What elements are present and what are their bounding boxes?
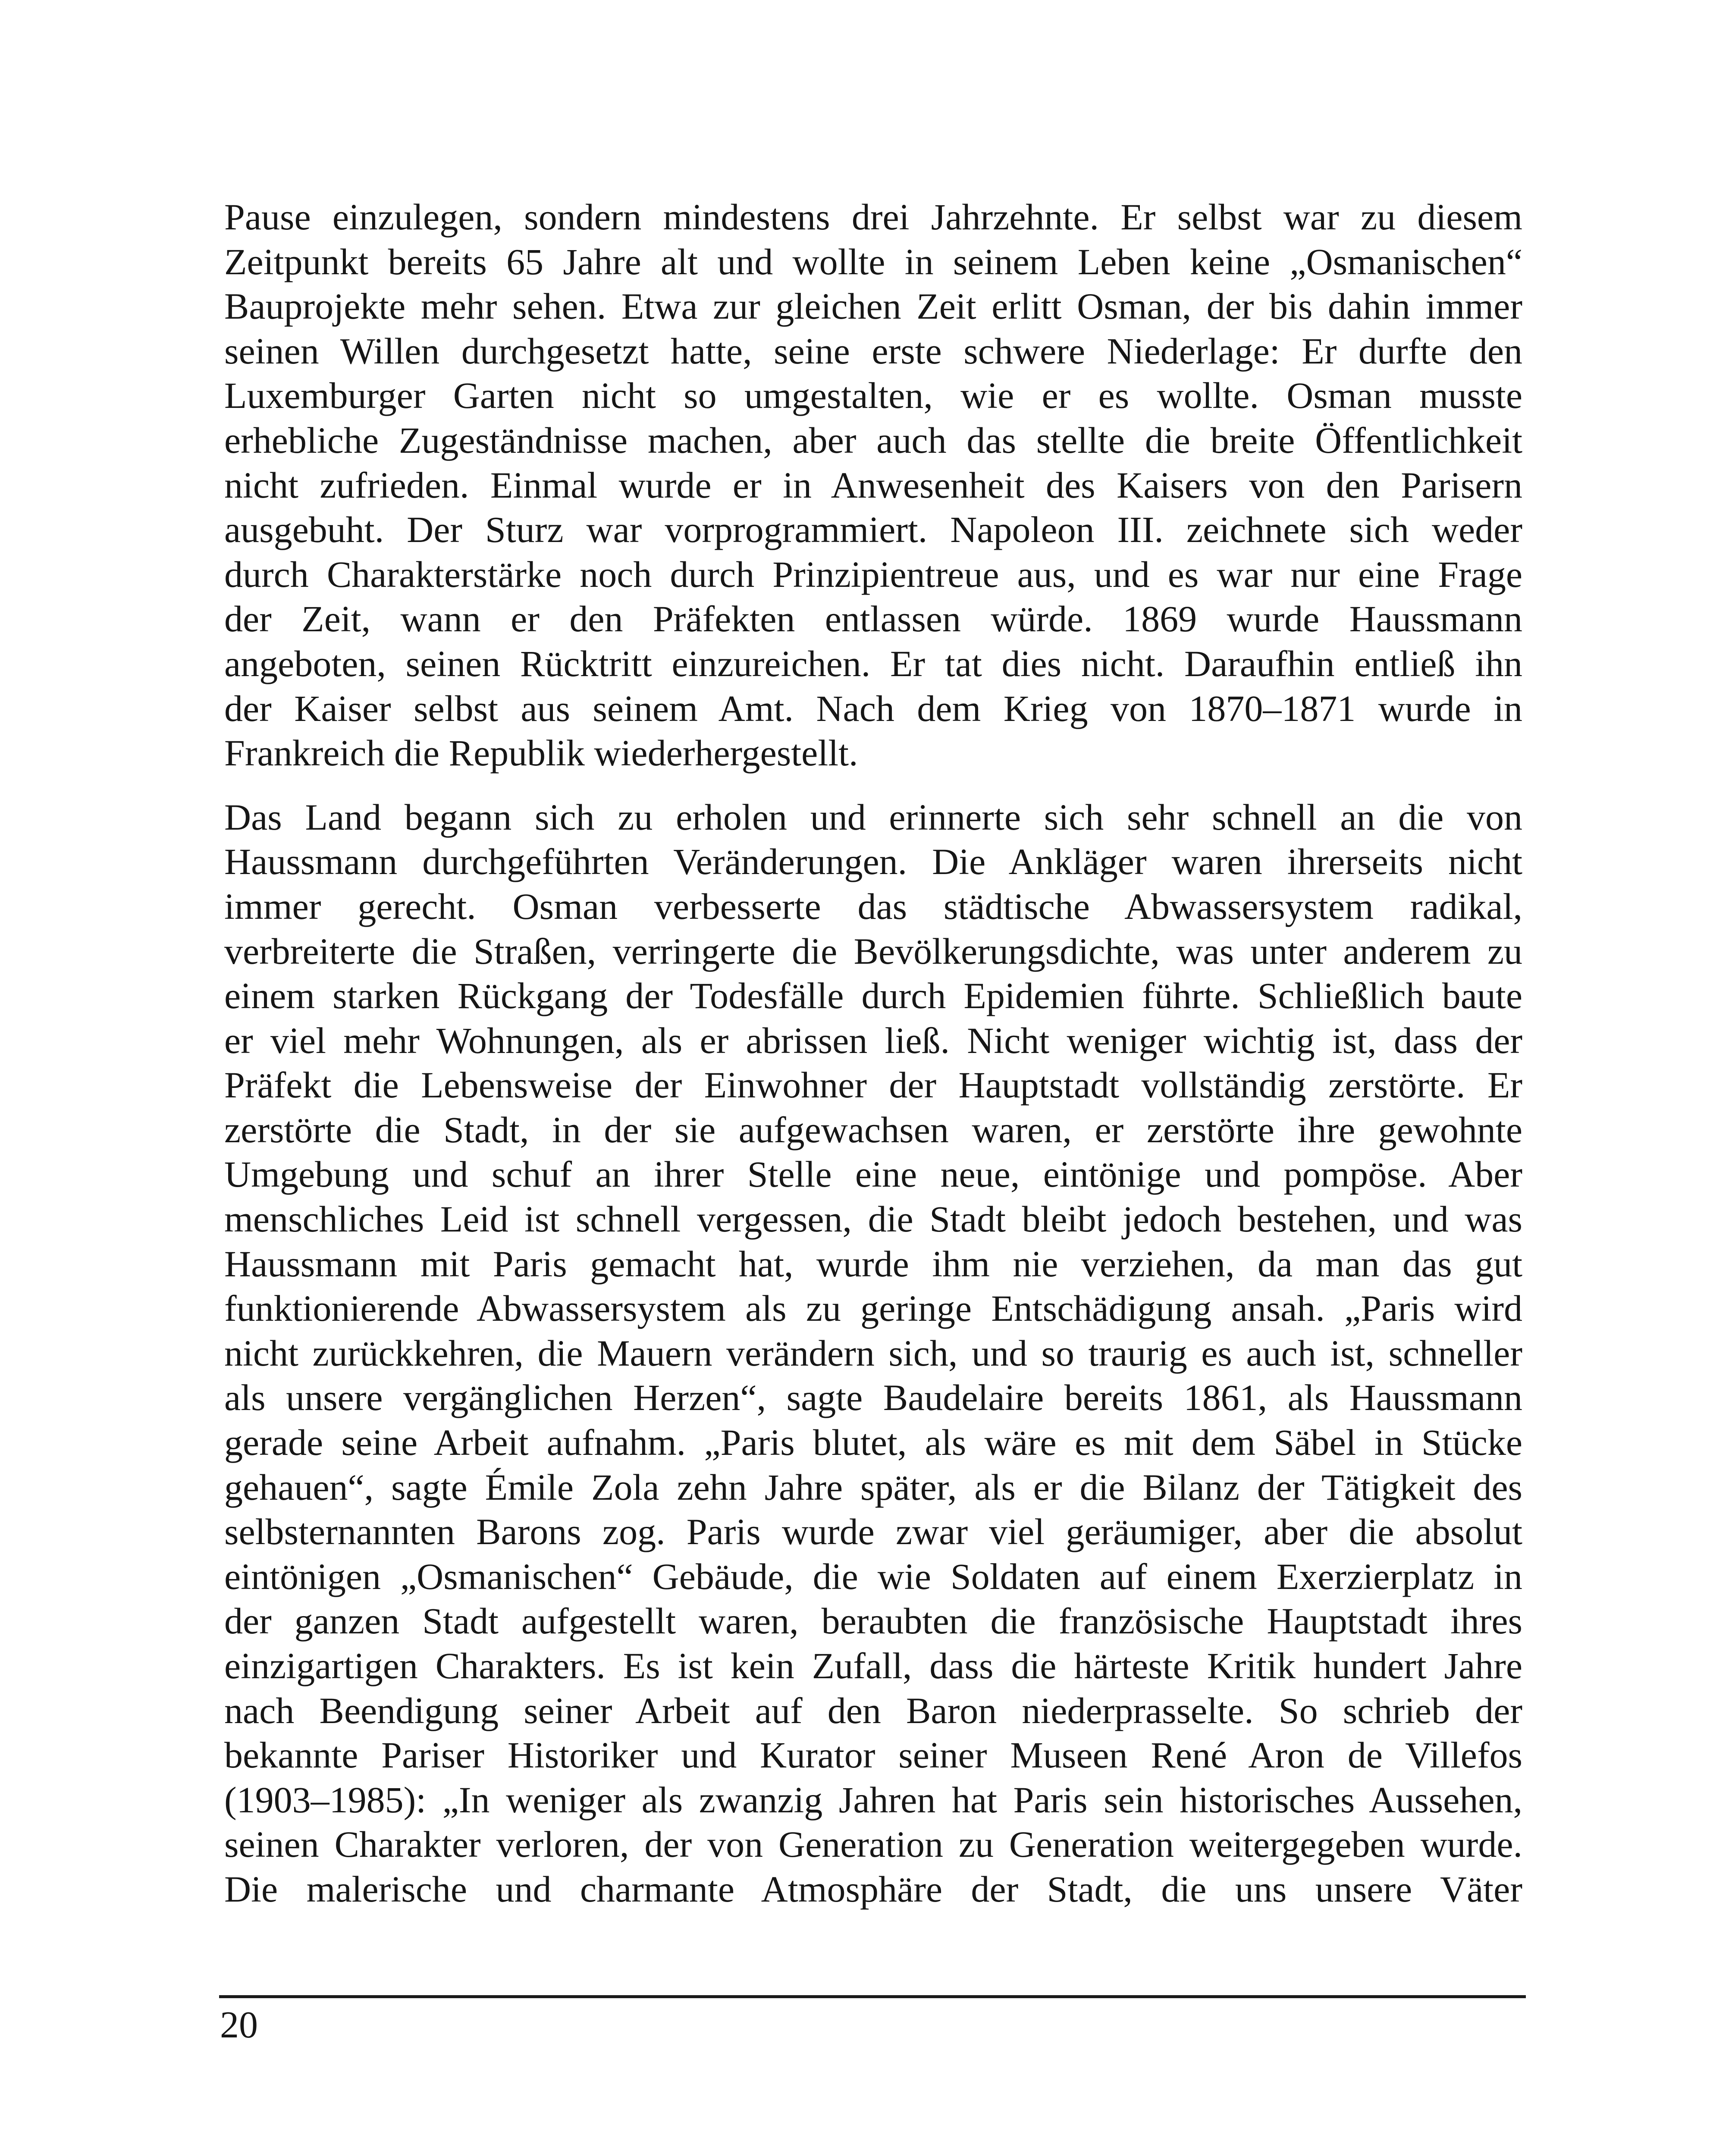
text-line: der ganzen Stadt aufgestellt waren, beraubten die französische Hauptstadt ihres <box>224 1600 1522 1642</box>
text-line: menschliches Leid ist schnell vergessen, die Stadt bleibt jedoch bestehen, und was <box>224 1198 1522 1240</box>
text-line: er viel mehr Wohnungen, als er abrissen ließ. Nicht weniger wichtig ist, dass der <box>224 1019 1522 1061</box>
text-line: verbreiterte die Straßen, verringerte die Bevölkerungsdichte, was unter anderem zu <box>224 930 1522 972</box>
text-line: der Zeit, wann er den Präfekten entlassen würde. 1869 wurde Haussmann <box>224 598 1522 640</box>
text-line: (1903–1985): „In weniger als zwanzig Jahren hat Paris sein historisches Aussehen, <box>224 1779 1522 1821</box>
text-line: gerade seine Arbeit aufnahm. „Paris blutet, als wäre es mit dem Säbel in Stücke <box>224 1422 1522 1463</box>
text-line: Bauprojekte mehr sehen. Etwa zur gleichen Zeit erlitt Osman, der bis dahin immer <box>224 285 1522 327</box>
paragraph <box>224 795 1522 1912</box>
text-line: als unsere vergänglichen Herzen“, sagte Baudelaire bereits 1861, als Haussmann <box>224 1377 1522 1419</box>
text-line: einzigartigen Charakters. Es ist kein Zufall, dass die härteste Kritik hundert Jahre <box>224 1645 1522 1686</box>
text-line: nicht zurückkehren, die Mauern verändern sich, und so traurig es auch ist, schneller <box>224 1332 1522 1374</box>
text-line: Das Land begann sich zu erholen und erinnerte sich sehr schnell an die von <box>224 796 1522 838</box>
text-line: angeboten, seinen Rücktritt einzureichen. Er tat dies nicht. Daraufhin entließ ihn <box>224 642 1522 684</box>
text-line: gehauen“, sagte Émile Zola zehn Jahre später, als er die Bilanz der Tätigkeit des <box>224 1466 1522 1508</box>
text-line: der Kaiser selbst aus seinem Amt. Nach dem Krieg von 1870–1871 wurde in <box>224 687 1522 729</box>
text-line: Pause einzulegen, sondern mindestens drei Jahrzehnte. Er selbst war zu diesem <box>224 196 1522 238</box>
text-line: zerstörte die Stadt, in der sie aufgewachsen waren, er zerstörte ihre gewohnte <box>224 1109 1522 1150</box>
footer-divider <box>219 1995 1526 1998</box>
text-line: seinen Charakter verloren, der von Generation zu Generation weitergegeben wurde. <box>224 1824 1522 1865</box>
text-line: eintönigen „Osmanischen“ Gebäude, die wie Soldaten auf einem Exerzierplatz in <box>224 1555 1522 1597</box>
text-line: seinen Willen durchgesetzt hatte, seine erste schwere Niederlage: Er durfte den <box>224 330 1522 372</box>
text-line: Zeitpunkt bereits 65 Jahre alt und wollte in seinem Leben keine „Osmanischen“ <box>224 241 1522 282</box>
text-line: Haussmann durchgeführten Veränderungen. Die Ankläger waren ihrerseits nicht <box>224 841 1522 883</box>
text-line: Haussmann mit Paris gemacht hat, wurde ihm nie verziehen, da man das gut <box>224 1243 1522 1285</box>
text-line: durch Charakterstärke noch durch Prinzipientreue aus, und es war nur eine Frage <box>224 553 1522 595</box>
text-line: ausgebuht. Der Sturz war vorprogrammiert. Napoleon III. zeichnete sich weder <box>224 509 1522 551</box>
page-number: 20 <box>220 2004 258 2046</box>
text-line: Frankreich die Republik wiederhergestellt. <box>224 732 858 774</box>
text-line: nicht zufrieden. Einmal wurde er in Anwesenheit des Kaisers von den Parisern <box>224 464 1522 506</box>
text-line: nach Beendigung seiner Arbeit auf den Baron niederprasselte. So schrieb der <box>224 1689 1522 1731</box>
text-line: Die malerische und charmante Atmosphäre der Stadt, die uns unsere Väter <box>224 1868 1522 1910</box>
text-line: Präfekt die Lebensweise der Einwohner der Hauptstadt vollständig zerstörte. Er <box>224 1064 1522 1106</box>
text-line: immer gerecht. Osman verbesserte das städtische Abwassersystem radikal, <box>224 885 1522 927</box>
text-line: Umgebung und schuf an ihrer Stelle eine neue, eintönige und pompöse. Aber <box>224 1153 1522 1195</box>
text-line: Luxemburger Garten nicht so umgestalten, wie er es wollte. Osman musste <box>224 375 1522 417</box>
text-line: einem starken Rückgang der Todesfälle durch Epidemien führte. Schließlich baute <box>224 975 1522 1017</box>
text-line: bekannte Pariser Historiker und Kurator seiner Museen René Aron de Villefos <box>224 1734 1522 1776</box>
paragraph <box>224 195 1522 776</box>
text-line: erhebliche Zugeständnisse machen, aber auch das stellte die breite Öffentlichkeit <box>224 419 1522 461</box>
text-line: selbsternannten Barons zog. Paris wurde zwar viel geräumiger, aber die absolut <box>224 1511 1522 1553</box>
body-text <box>224 195 1522 1912</box>
text-line: funktionierende Abwassersystem als zu geringe Entschädigung ansah. „Paris wird <box>224 1288 1522 1329</box>
